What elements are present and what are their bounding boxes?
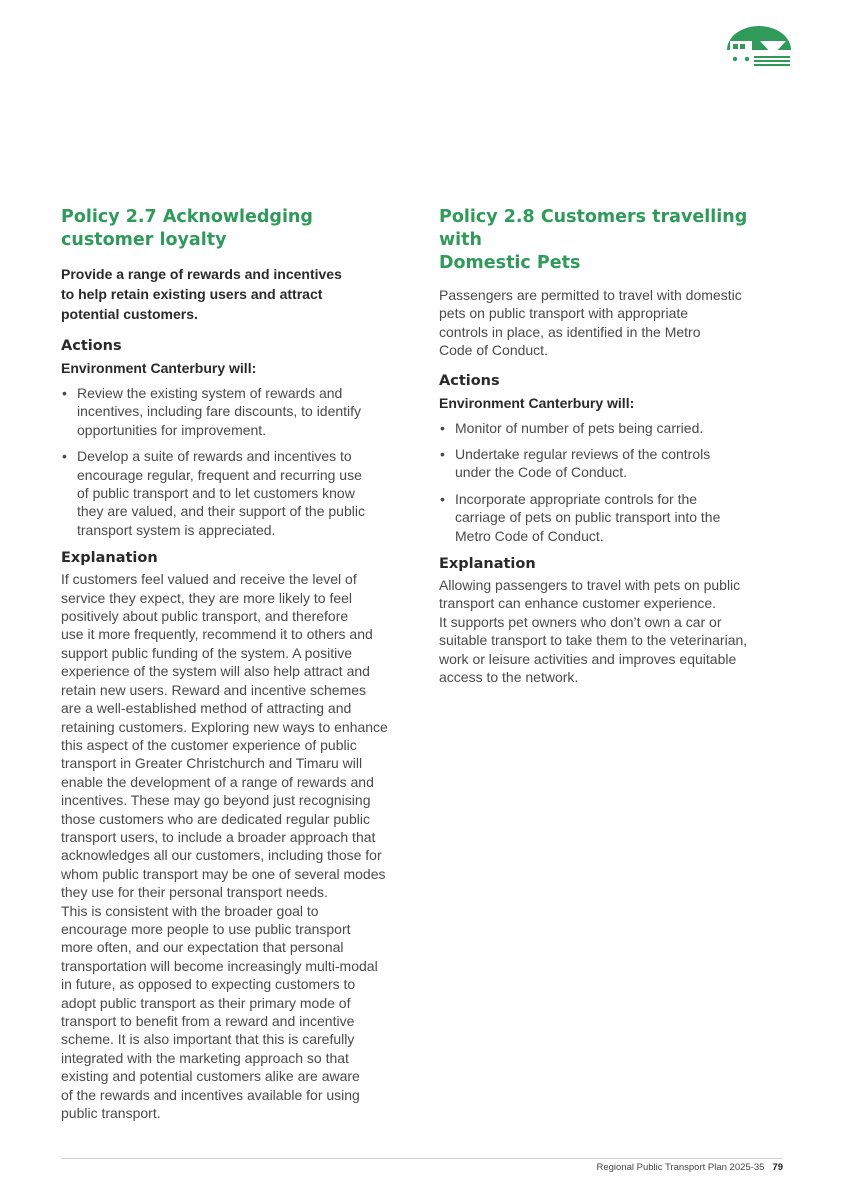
policy-2-8-title: Policy 2.8 Customers travelling with Domestic Pets [439, 207, 748, 273]
page-number: 79 [772, 1162, 783, 1173]
explanation-heading: Explanation [439, 556, 536, 573]
explanation-text: If customers feel valued and receive the level of service they expect, they are more likely to feel positively about public transport, and therefore use it more frequently, recommend it to others and support public funding of the system. A positive experience of the system will also help attract and retain new users. Reward and incentive schemes are a well-established method of attracting and retaining customers. Exploring new ways to enhance this aspect of the customer experience of public transport in Greater Christchurch and Timaru will enable the development of a range of rewards and incentives. These may go beyond just recognising those customers who are dedicated regular public transport users, to include a broader approach that acknowledges all our customers, including those for whom public transport may be one of several modes they use for their personal transport needs. This is consistent with the broader goal to encourage more people to use public transport more often, and our expectation that personal transportation will become increasingly multi-modal in future, as opposed to expecting customers to adopt public transport as their primary mode of transport to benefit from a reward and incentive scheme. It is also important that this is carefully integrated with the marketing approach so that existing and potential customers alike are aware of the rewards and incentives available for using public transport. [61, 571, 388, 1122]
list-item: • Incorporate appropriate controls for the carriage of pets on public transport into the Metro Code of Conduct. [439, 490, 789, 545]
policy-2-7-lead: Provide a range of rewards and incentives to help retain existing users and attract potential customers. [61, 266, 342, 322]
policy-2-7-title: Policy 2.7 Acknowledging customer loyalty [61, 207, 313, 250]
list-item: • Undertake regular reviews of the controls under the Code of Conduct. [439, 445, 789, 482]
list-item: • Develop a suite of rewards and incentives to encourage regular, frequent and recurring use of public transport and to let customers know they are valued, and their support of the public transport system is appreciated. [61, 447, 411, 539]
footer-doc-title: Regional Public Transport Plan 2025-35 [596, 1162, 765, 1173]
footer-divider [61, 1158, 783, 1159]
policy-2-8-column [439, 206, 789, 687]
actions-subheading: Environment Canterbury will: [439, 394, 635, 411]
policy-2-8-intro: Passengers are permitted to travel with domestic pets on public transport with appropriate controls in place, as identified in the Metro Code of Conduct. [439, 287, 742, 359]
list-item: • Review the existing system of rewards and incentives, including fare discounts, to identify opportunities for improvement. [61, 384, 411, 439]
transport-logo-icon [726, 26, 792, 68]
actions-list [61, 384, 411, 539]
explanation-text: Allowing passengers to travel with pets on public transport can enhance customer experience. It supports pet owners who don’t own a car or suitable transport to take them to the veterinarian, work or leisure activities and improves equitable access to the network. [439, 577, 748, 686]
actions-heading: Actions [61, 338, 122, 354]
page-footer [596, 1162, 783, 1173]
list-item: • Monitor of number of pets being carried. [439, 419, 789, 437]
explanation-heading: Explanation [61, 550, 158, 567]
policy-2-7-column [61, 206, 411, 1122]
actions-subheading: Environment Canterbury will: [61, 360, 257, 376]
actions-list [439, 419, 789, 545]
actions-heading: Actions [439, 372, 500, 389]
